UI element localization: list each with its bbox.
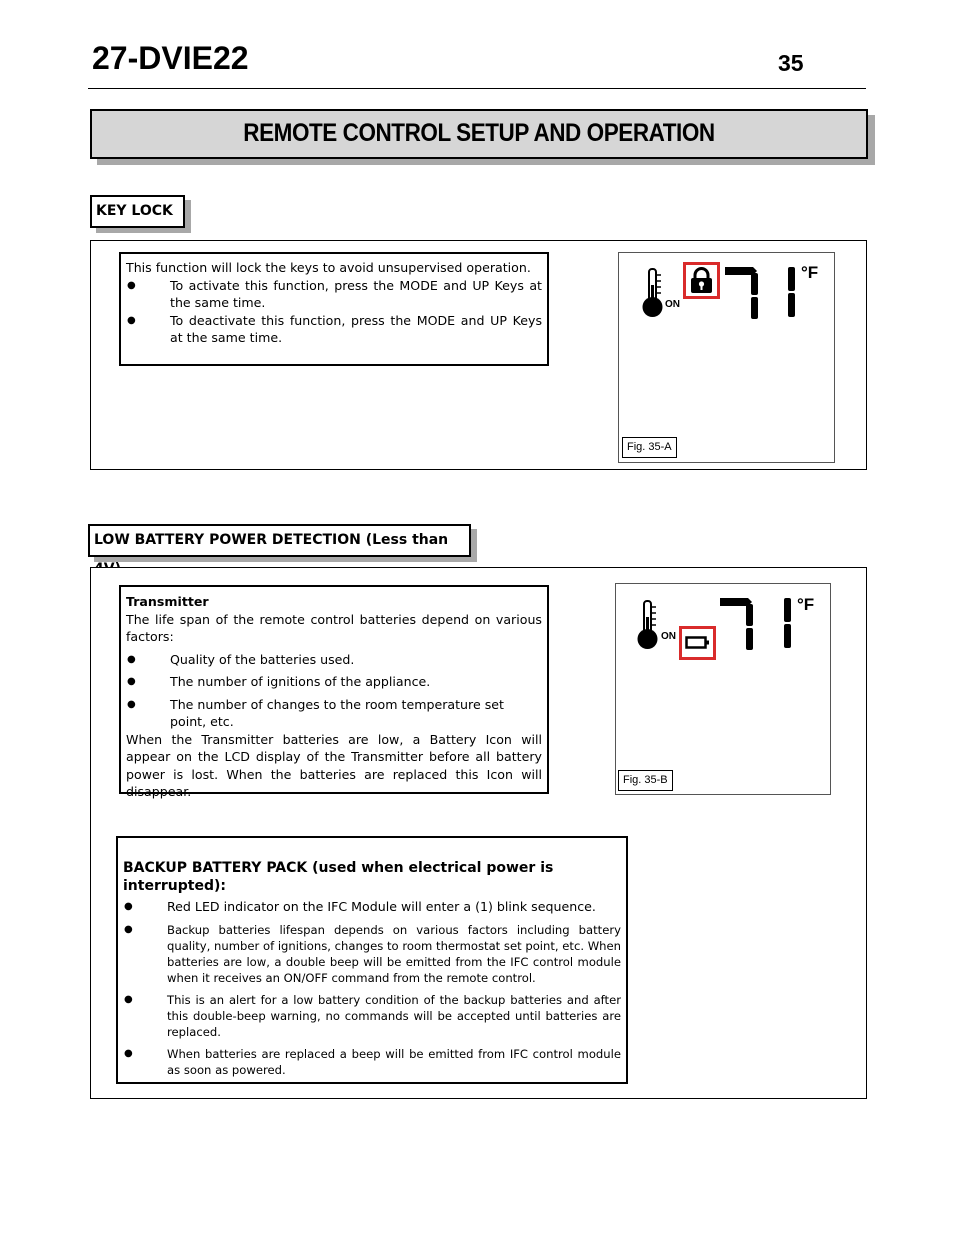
backup-heading: BACKUP BATTERY PACK (used when electrical power is interrupted):: [123, 860, 554, 894]
banner-title: REMOTE CONTROL SETUP AND OPERATION: [243, 119, 715, 147]
transmitter-bullet: ● The number of ignitions of the appliance.: [126, 673, 542, 691]
backup-bullet: ● This is an alert for a low battery condition of the backup batteries and after this double-beep warning, no commands will be accepted until batteries are replaced.: [123, 992, 621, 1040]
key-lock-bullet: ● To deactivate this function, press the MODE and UP Keys at the same time.: [126, 312, 542, 347]
on-indicator: ON: [661, 631, 676, 642]
section-banner: [90, 109, 868, 159]
key-lock-label: KEY LOCK: [90, 195, 185, 228]
page-number: 35: [778, 50, 804, 76]
key-lock-textbox: [119, 252, 549, 366]
temperature-unit: °F: [797, 595, 815, 614]
battery-icon: [685, 635, 711, 651]
digit-segments: [723, 265, 763, 321]
backup-bullet: ● Backup batteries lifespan depends on various factors including battery quality, number of ignitions, changes to room thermostat set point, etc. When batteries are low, a double beep will be emitted from the IFC control module when it receives an ON/OFF command from the remote control.: [123, 922, 621, 986]
digit-segments: [718, 596, 758, 652]
transmitter-textbox: [119, 585, 549, 799]
low-battery-label: LOW BATTERY POWER DETECTION (Less than: [88, 524, 471, 557]
header-rule: [88, 88, 866, 89]
backup-bullet: ● When batteries are replaced a beep will be emitted from IFC control module as soon as powered.: [123, 1046, 621, 1078]
model-title: 27-DVIE22: [92, 40, 249, 76]
transmitter-heading: Transmitter: [126, 594, 209, 609]
thermometer-icon: [641, 267, 665, 319]
digit-segments: [781, 596, 795, 652]
on-indicator: ON: [665, 299, 680, 310]
lcd-figure-35b: [615, 583, 831, 795]
digit-segments: [785, 265, 799, 321]
lock-icon: [689, 267, 714, 294]
temperature-unit: °F: [801, 263, 819, 282]
backup-bullet: ● Red LED indicator on the IFC Module will enter a (1) blink sequence.: [123, 898, 621, 916]
thermometer-icon: [636, 599, 660, 651]
backup-battery-textbox: [116, 836, 628, 1084]
transmitter-bullet: ● Quality of the batteries used.: [126, 651, 542, 669]
transmitter-intro: The life span of the remote control batteries depend on various factors:: [126, 611, 542, 644]
transmitter-closing: When the Transmitter batteries are low, a Battery Icon will appear on the LCD display of the Transmitter before all battery power is lost. When the batteries are replaced this Icon will disappear.: [126, 731, 542, 799]
transmitter-bullet: ● The number of changes to the room temperature set point, etc.: [126, 696, 542, 731]
lcd-figure-35a: [618, 252, 835, 463]
key-lock-bullet: ● To activate this function, press the MODE and UP Keys at the same time.: [126, 277, 542, 312]
key-lock-intro: This function will lock the keys to avoid unsupervised operation.: [126, 260, 531, 275]
figure-caption: Fig. 35-A: [622, 437, 677, 458]
figure-caption: Fig. 35-B: [618, 770, 673, 791]
